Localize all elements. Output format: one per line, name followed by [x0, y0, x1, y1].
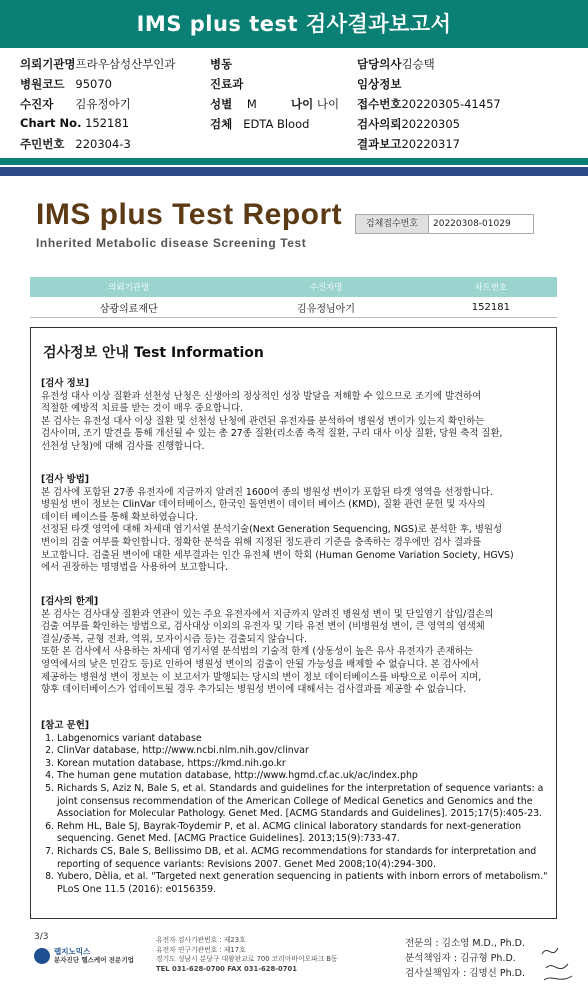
company-info-line: 경기도 성남시 분당구 대왕판교로 700 코리아바이오파크 B동: [156, 955, 338, 963]
company-name: 랩지노믹스: [54, 947, 91, 956]
patient-field: 수진자 김유정아기: [20, 97, 131, 111]
institution-field: 의뢰기관명프라우삼성산부인과: [20, 57, 176, 71]
section-line: 또한 본 검사에서 사용하는 차세대 염기서열 분석법의 기술적 한계 (상동성이 높은 유사 유전자가 존재하는: [41, 646, 473, 658]
company-tagline: 분자진단 헬스케어 전문기업: [54, 956, 134, 964]
patient-table-header: [30, 277, 557, 297]
signatory-line: 분석책임자 : 김규형 Ph.D.: [405, 953, 516, 964]
section-line: 검출 여부를 확인하는 방법으로, 검사대상 이외의 유전자 및 기타 유전 변이 (비병원성 변이, 큰 영역의 염색체: [41, 621, 485, 633]
age-field: 나이 나이: [291, 97, 340, 111]
chart-field: Chart No. 152181: [20, 116, 130, 130]
specimen-field: 검체 EDTA Blood: [210, 117, 310, 131]
section-line: 유전성 대사 이상 질환과 선천성 난청은 신생아의 정상적인 성장 발달을 저해할 수 있으므로 조기에 발견하여: [41, 390, 482, 402]
report-title: IMS plus Test Report: [36, 198, 343, 231]
header-info: [0, 48, 588, 168]
list-item: 1. Labgenomics variant database: [57, 733, 549, 746]
report-page: [0, 176, 588, 994]
report-header-title: IMS plus test 검사결과보고서: [0, 0, 588, 48]
list-item: 7. Richards CS, Bale S, Bellissimo DB, et al. ACMG recommendations for standards for interpretation and reporting of sequence variants: Revisions 2007. Genet Med 2008;10(4):294-300.: [57, 846, 549, 871]
list-item: 8. Yubero, Dèlia, et al. "Targeted next generation sequencing in patients with inborn errors of metabolism." PLoS One 11.5 (2016): e0156359.: [57, 871, 549, 896]
section-line: 결실/중복, 균형 전좌, 역위, 모자이시즘 등)는 검출되지 않습니다.: [41, 633, 308, 645]
company-info-line: TEL 031-628-0700 FAX 031-628-0701: [156, 964, 297, 973]
section-line: 제공하는 병원성 변이 정보는 이 보고서가 발행되는 당시의 변이 정보 데이터베이스를 바탕으로 이루어 지며,: [41, 671, 482, 683]
signature-icon: [538, 940, 578, 984]
section-test-limits: [41, 596, 549, 697]
id-field: 주민번호 220304-3: [20, 137, 131, 151]
company-info-line: 유전자 연구기관번호 : 제17호: [156, 945, 246, 954]
specimen-receipt-value: 20220308-01029: [428, 214, 534, 234]
section-heading: [검사의 한계]: [41, 596, 99, 607]
list-item: 3. Korean mutation database, https://kmd.nih.go.kr: [57, 758, 549, 771]
signatory-line: 전문의 : 김소영 M.D., Ph.D.: [405, 938, 526, 949]
table-cell-patient: 김유정님아기: [227, 297, 424, 318]
section-test-info: [41, 378, 549, 454]
section-line: 변이의 검출 여부를 확인합니다. 정확한 분석을 위해 지정된 정도관리 기준을 충족하는 경우에만 검사 결과를: [41, 536, 482, 548]
section-line: 보고합니다. 검출된 변이에 대한 세부결과는 인간 유전체 변이 학회 (Human Genome Variation Society, HGVS): [41, 549, 514, 561]
section-line: 검사이며, 조기 발견을 통해 개선될 수 있는 총 27종 질환(리소좀 축적 질환, 구리 대사 이상 질환, 당원 축적 질환,: [41, 428, 503, 440]
section-test-method: [41, 474, 549, 575]
report-date-field: 결과보고20220317: [357, 137, 460, 151]
table-row: [30, 297, 557, 318]
company-logo-icon: [34, 948, 50, 964]
section-line: 병원성 변이 정보는 ClinVar 데이터베이스, 한국인 돌연변이 데이터 베이스 (KMD), 질환 관련 문헌 및 자사의: [41, 499, 486, 511]
list-item: 6. Rehm HL, Bale SJ, Bayrak-Toydemir P, et al. ACMG clinical laboratory standards for next-generation sequencing. Genet Med. [ACMG Practice Guidelines]. 2013;15(9):733-47.: [57, 821, 549, 846]
separator-band-teal: [0, 158, 588, 165]
report-footer: [0, 928, 588, 994]
specimen-receipt-label: 검체접수번호: [355, 214, 429, 234]
section-line: 에서 권장하는 명명법을 사용하여 보고합니다.: [41, 562, 228, 574]
signatories: [405, 936, 525, 981]
separator-band-blue: [0, 167, 588, 176]
table-header-chart: 차트번호: [425, 277, 557, 297]
doctor-field: 담당의사김승택: [357, 57, 435, 71]
list-item: 2. ClinVar database, http://www.ncbi.nlm.nih.gov/clinvar: [57, 745, 549, 758]
section-line: 향후 데이터베이스가 업데이트될 경우 추가되는 병원성 변이에 대해서는 검사결과를 제공할 수 없습니다.: [41, 684, 467, 696]
section-line: 본 검사에 포함된 27종 유전자에 지금까지 알려진 1600여 종의 병원성 변이가 포함된 타겟 영역을 선정합니다.: [41, 486, 493, 498]
section-line: 적절한 예방적 치료를 받는 것이 매우 중요합니다.: [41, 403, 243, 415]
section-line: 본 검사는 유전성 대사 이상 질환 및 선천성 난청에 관련된 유전자를 분석하여 병원성 변이가 있는지 확인하는: [41, 415, 485, 427]
hospital-code-field: 병원코드 95070: [20, 77, 112, 91]
sex-field: 성별 M: [210, 97, 257, 111]
references-list: [41, 733, 549, 897]
ward-field: 병동: [210, 57, 233, 71]
table-cell-institution: 삼광의료재단: [30, 297, 227, 318]
section-line: 본 검사는 검사대상 질환과 연관이 있는 주요 유전자에서 지금까지 알려진 병원성 변이 및 단일염기 삽입/결손의: [41, 608, 494, 620]
company-info-line: 유전자 검사기관번호 : 제23호: [156, 936, 246, 944]
test-information-box: [30, 327, 557, 919]
table-cell-chart: 152181: [425, 297, 557, 318]
section-line: 영역에서의 낮은 민감도 등)로 인하여 병원성 변이의 검출이 안될 가능성을 배제할 수 없습니다. 본 검사에서: [41, 658, 479, 670]
list-item: 5. Richards S, Aziz N, Bale S, et al. Standards and guidelines for the interpretation of sequence variants: a joint consensus recommendation of the American College of Medical Genetics and Genomics and the Association for Molecular Pathology. Genet Med. [ACMG Standards and Guidelines]. 2015;17(5):405-23.: [57, 783, 549, 821]
list-item: 4. The human gene mutation database, http://www.hgmd.cf.ac.uk/ac/index.php: [57, 770, 549, 783]
patient-table: [30, 277, 557, 318]
section-line: 데이터 베이스를 통해 확보하였습니다.: [41, 511, 198, 523]
section-line: 선정된 타겟 영역에 대해 차세대 염기서열 분석기술(Next Generation Sequencing, NGS)로 분석한 후, 병원성: [41, 524, 503, 536]
company-info: [156, 936, 338, 974]
report-subtitle: Inherited Metabolic disease Screening Test: [36, 236, 307, 250]
test-information-title: 검사정보 안내 Test Information: [43, 345, 264, 361]
receipt-field: 접수번호20220305-41457: [357, 97, 501, 111]
request-date-field: 검사의뢰20220305: [357, 117, 460, 131]
references-heading: [참고 문헌]: [41, 720, 90, 731]
department-field: 진료과: [210, 77, 244, 91]
table-header-institution: 의뢰기관명: [30, 277, 227, 297]
signatory-line: 검사실책임자 : 김명신 Ph.D.: [405, 968, 525, 979]
section-references: [41, 720, 549, 896]
section-heading: [검사 방법]: [41, 474, 90, 485]
section-heading: [검사 정보]: [41, 378, 90, 389]
table-header-patient: 수진자명: [227, 277, 424, 297]
clinical-info-field: 임상정보: [357, 77, 402, 91]
section-line: 선천성 난청)에 대해 검사를 진행합니다.: [41, 440, 205, 452]
page-number: 3/3: [34, 932, 49, 942]
